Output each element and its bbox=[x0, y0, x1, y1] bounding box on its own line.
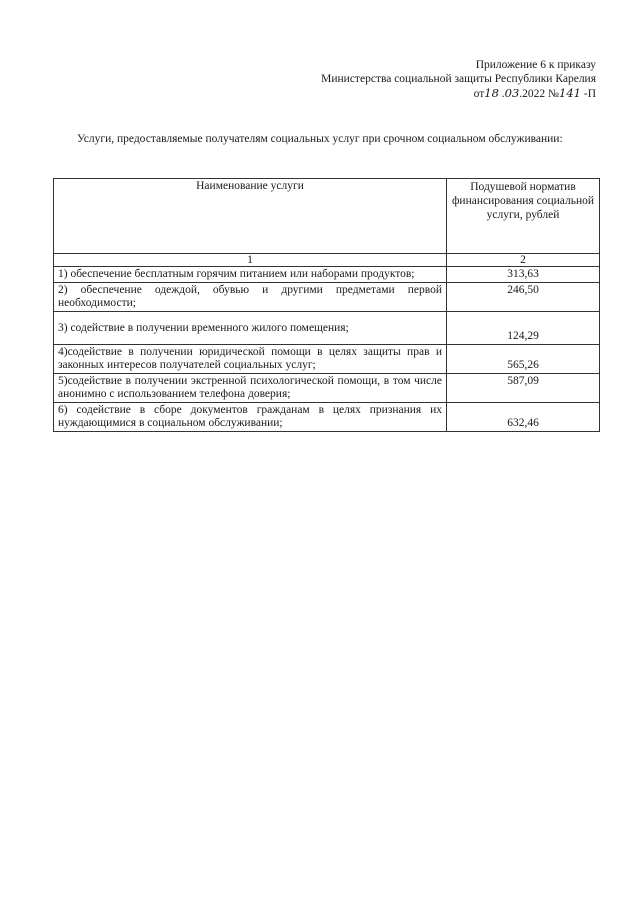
service-value: 565,26 bbox=[447, 345, 600, 374]
service-value: 313,63 bbox=[447, 267, 600, 283]
column-header-service-name: Наименование услуги bbox=[54, 179, 447, 254]
intro-paragraph: Услуги, предоставляемые получателям социальных услуг при срочном социальном обслуживании: bbox=[77, 133, 563, 145]
table-row bbox=[54, 403, 600, 432]
service-value: 246,50 bbox=[447, 283, 600, 312]
service-name: 2) обеспечение одеждой, обувью и другими предметами первой необходимости; bbox=[54, 283, 447, 312]
service-name: 6) содействие в сборе документов гражданам в целях признания их нуждающимися в социальном обслуживании; bbox=[54, 403, 447, 432]
appendix-title: Приложение 6 к приказу bbox=[475, 59, 596, 71]
table-row bbox=[54, 267, 600, 283]
handwritten-month: 03 bbox=[504, 86, 520, 100]
column-header-funding-norm: Подушевой норматив финансирования социальной услуги, рублей bbox=[447, 179, 600, 254]
service-name: 3) содействие в получении временного жилого помещения; bbox=[54, 312, 447, 345]
order-date-number: от18 .03.2022 №141 -П bbox=[473, 86, 596, 100]
service-name: 5)содействие в получении экстренной психологической помощи, в том числе анонимно с использованием телефона доверия; bbox=[54, 374, 447, 403]
table-row bbox=[54, 374, 600, 403]
ministry-name: Министерства социальной защиты Республики Карелия bbox=[321, 73, 596, 85]
column-number-row bbox=[54, 254, 600, 267]
service-value: 587,09 bbox=[447, 374, 600, 403]
table-header-row bbox=[54, 179, 600, 254]
handwritten-day: 18 bbox=[484, 86, 499, 100]
document-header bbox=[321, 58, 596, 101]
table-row bbox=[54, 345, 600, 374]
column-number-1: 1 bbox=[54, 254, 447, 267]
table-row bbox=[54, 312, 600, 345]
service-name: 1) обеспечение бесплатным горячим питанием или наборами продуктов; bbox=[54, 267, 447, 283]
services-table bbox=[53, 178, 600, 432]
service-name: 4)содействие в получении юридической помощи в целях защиты прав и законных интересов получателей социальных услуг; bbox=[54, 345, 447, 374]
column-number-2: 2 bbox=[447, 254, 600, 267]
table-row bbox=[54, 283, 600, 312]
service-value: 632,46 bbox=[447, 403, 600, 432]
handwritten-number: 141 bbox=[559, 86, 581, 100]
service-value: 124,29 bbox=[447, 312, 600, 345]
